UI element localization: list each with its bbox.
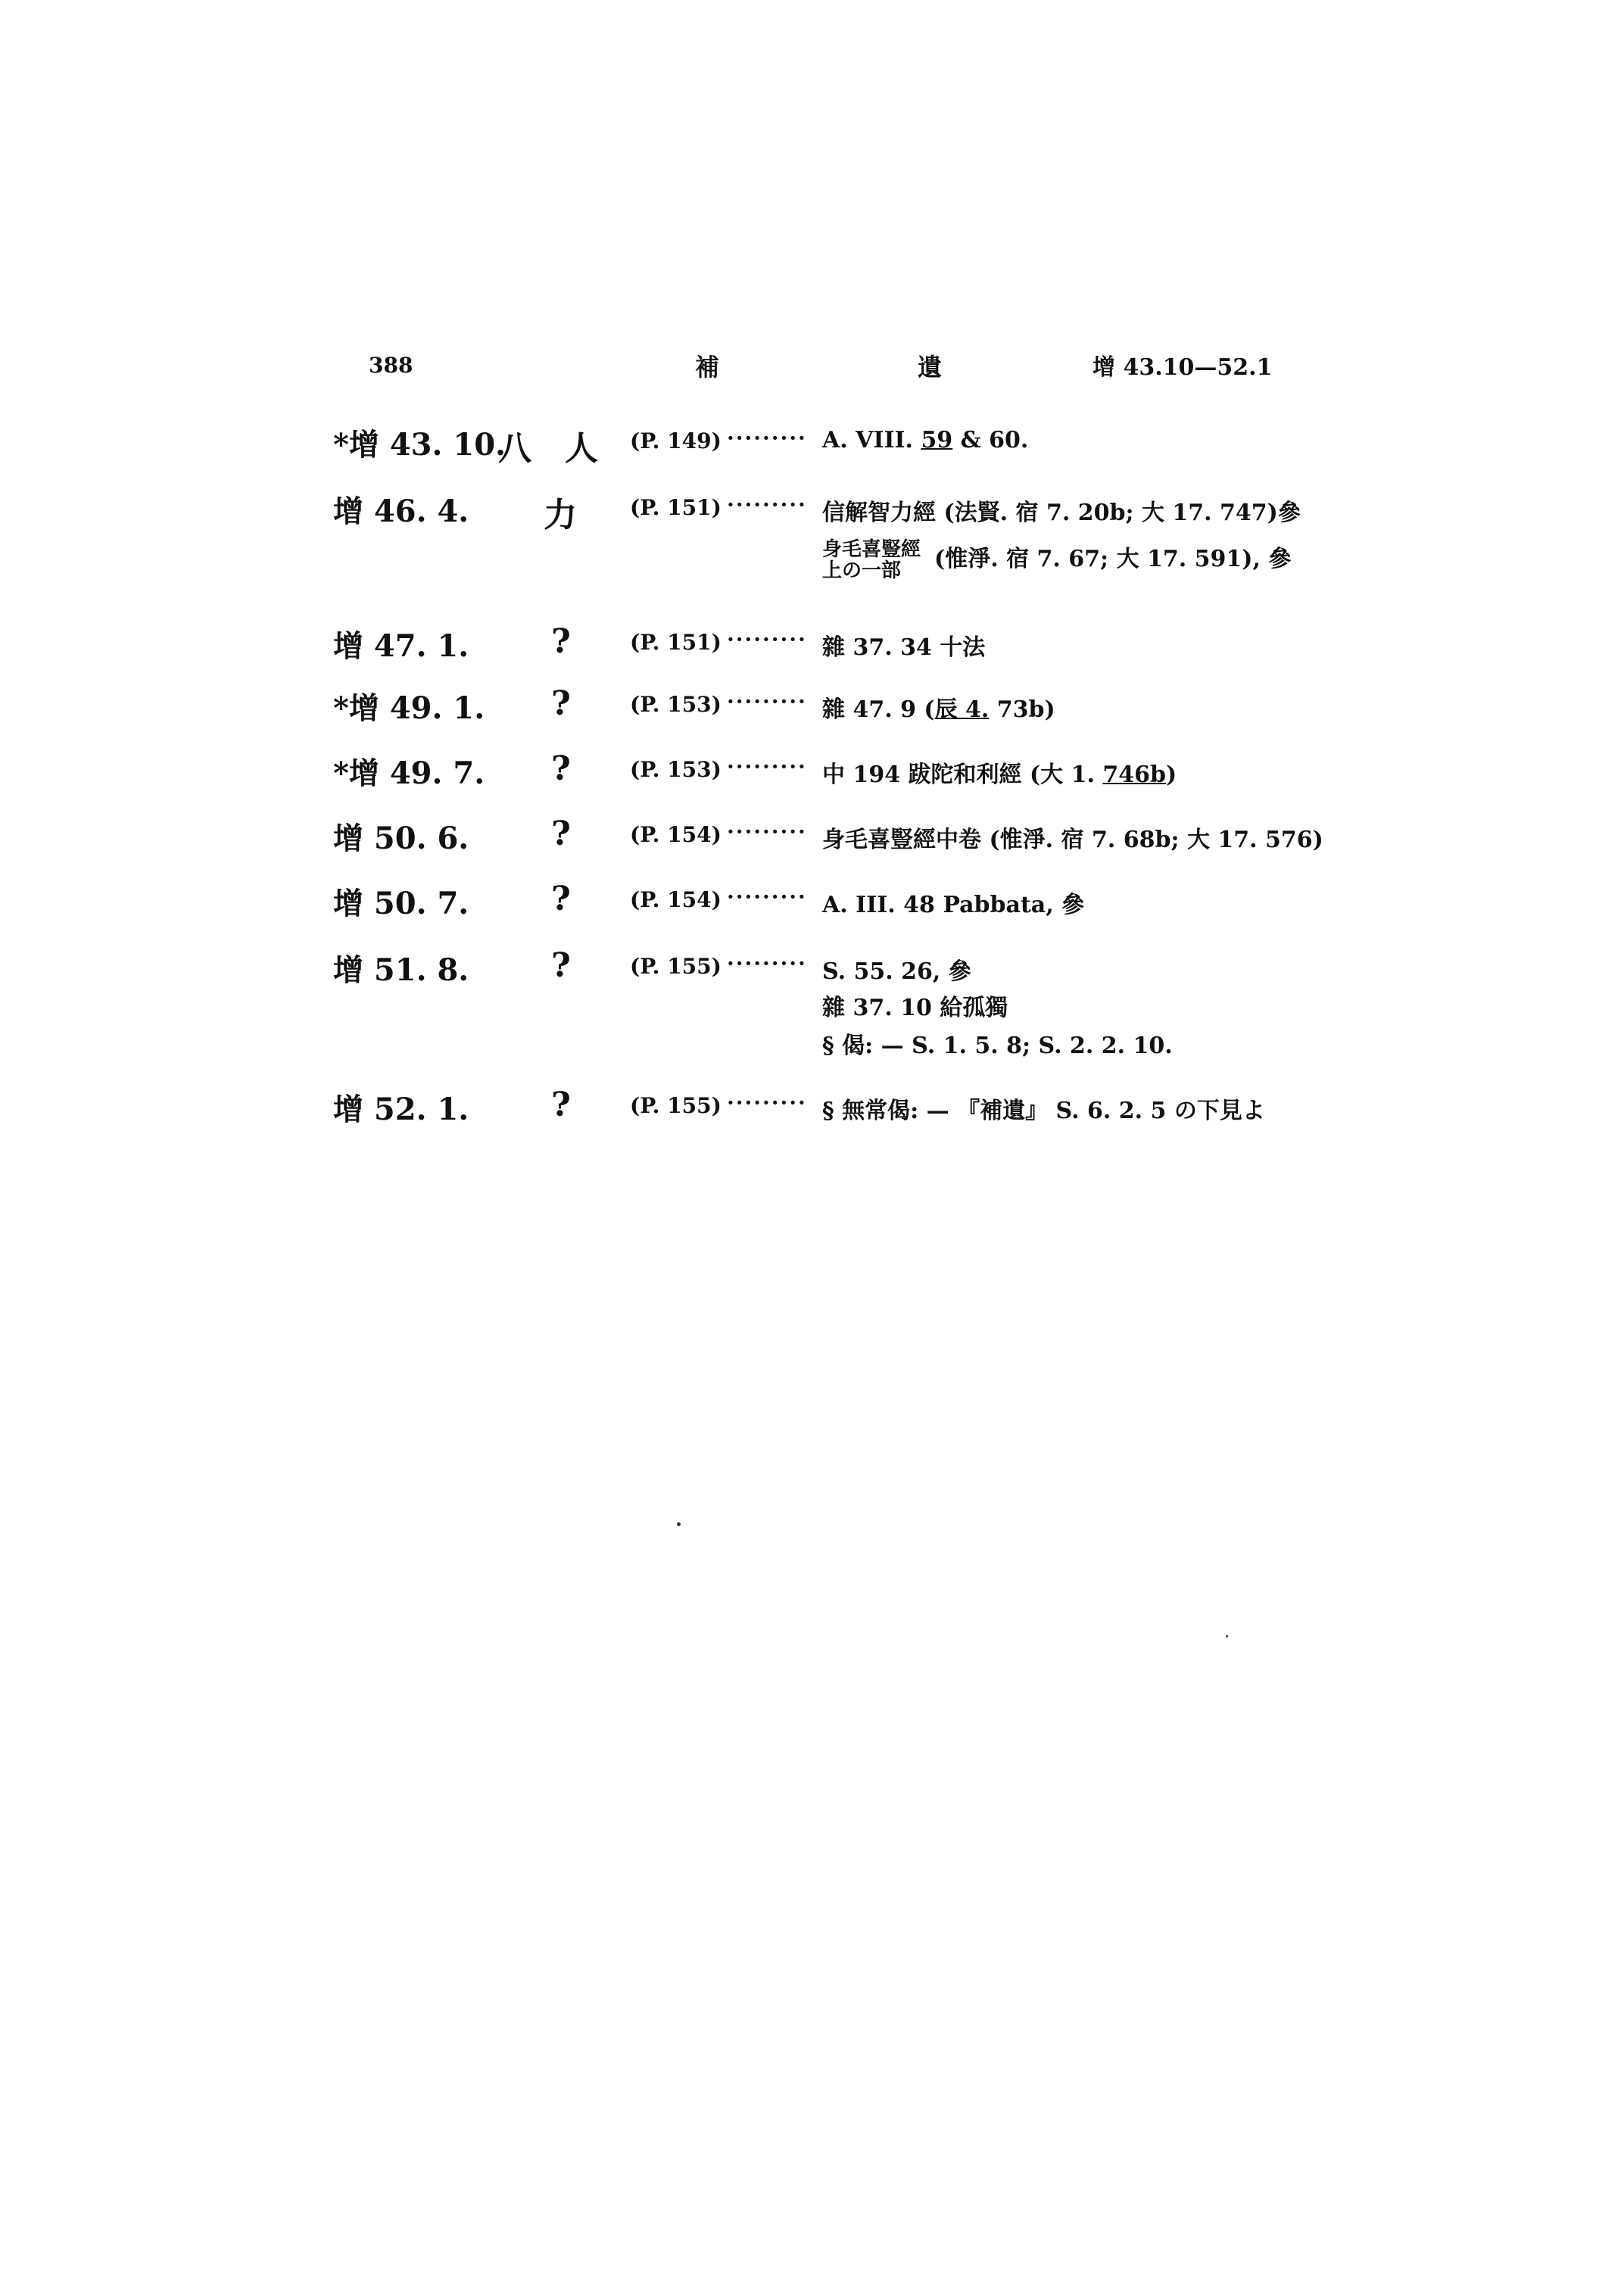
page-reference: (P. 154) [630,887,722,912]
entry-reference: 增 46. 4. [333,494,469,529]
entry-reference: 增 51. 8. [333,952,469,988]
citation: § 無常偈: — 『補遺』 S. 6. 2. 5 の下見よ [822,1098,1265,1124]
citation-suffix: ) [1165,762,1177,788]
dot-leader: ········· [727,884,807,909]
page-reference: (P. 149) [630,428,722,453]
running-header [0,342,1624,388]
entry-title: ? [551,1086,571,1124]
entry-reference: 增 52. 1. [333,1092,469,1127]
citation-line-3: § 偈: — S. 1. 5. 8; S. 2. 2. 10. [822,1033,1173,1059]
citation-underlined: 辰 4. [934,696,990,723]
citation-underlined: 59 [921,427,953,453]
entry-reference: *增 49. 7. [333,756,485,791]
entry-reference: 增 50. 7. [333,886,469,921]
citation [822,427,1028,453]
citation-underlined: 746b [1102,762,1166,788]
dot-leader: ········· [727,1090,807,1115]
page-reference: (P. 151) [630,495,722,520]
stacked-title [822,539,921,581]
entry-reference: *增 49. 1. [333,690,485,726]
entry-title: ? [551,749,571,788]
entry-reference: 增 47. 1. [333,628,469,664]
dot-leader: ········· [727,689,807,714]
stacked-title-line-1: 身毛喜豎經 [822,538,921,561]
page-reference: (P. 153) [630,757,722,782]
dot-leader: ········· [727,754,807,779]
dot-leader: ········· [727,819,807,844]
page-reference: (P. 151) [630,630,722,655]
citation-line-2-text: (惟淨. 宿 7. 67; 大 17. 591), 參 [934,546,1292,572]
scan-speck [677,1522,681,1526]
running-title-part-1: 補 [695,353,720,382]
dot-leader: ········· [727,492,807,517]
citation: S. 55. 26, 參 [822,958,971,985]
citation-prefix: A. VIII. [822,427,921,453]
entry-reference: 增 50. 6. [333,821,469,856]
entry-title: ? [551,622,571,661]
citation-line-2: 雜 37. 10 給孤獨 [822,995,1008,1021]
citation: 信解智力經 (法賢. 宿 7. 20b; 大 17. 747)參 [822,500,1301,526]
entry-title: ? [551,880,571,918]
entry-title: ? [551,684,571,723]
stacked-title-line-2: 上の一部 [822,559,902,582]
dot-leader: ········· [727,627,807,652]
citation-suffix: & 60. [952,427,1029,453]
citation: 雜 37. 34 十法 [822,634,986,661]
page-reference: (P. 153) [630,692,722,717]
scan-speck [1226,1635,1228,1637]
page-number: 388 [369,353,413,378]
entry-title: ? [551,946,571,985]
citation: A. III. 48 Pabbata, 參 [822,892,1085,918]
entry-reference: *增 43. 10. [333,427,506,463]
page-reference: (P. 155) [630,1093,722,1118]
section-range: 增 43.10—52.1 [1093,354,1273,381]
running-title-part-2: 遺 [918,353,943,382]
entry-title: 八 人 [498,429,598,468]
citation [822,690,1055,724]
citation-line-2 [822,539,1291,581]
entry-title: 力 [544,496,577,534]
page-reference: (P. 154) [630,822,722,847]
citation [822,756,1177,789]
page-reference: (P. 155) [630,954,722,979]
citation-suffix: 73b) [989,696,1055,723]
dot-leader: ········· [727,951,807,976]
citation-prefix: 中 194 跋陀和利經 (大 1. [822,762,1103,788]
citation-prefix: 雜 47. 9 ( [822,696,935,723]
citation: 身毛喜豎經中卷 (惟淨. 宿 7. 68b; 大 17. 576) [822,827,1323,853]
entry-title: ? [551,815,571,853]
dot-leader: ········· [727,425,807,450]
